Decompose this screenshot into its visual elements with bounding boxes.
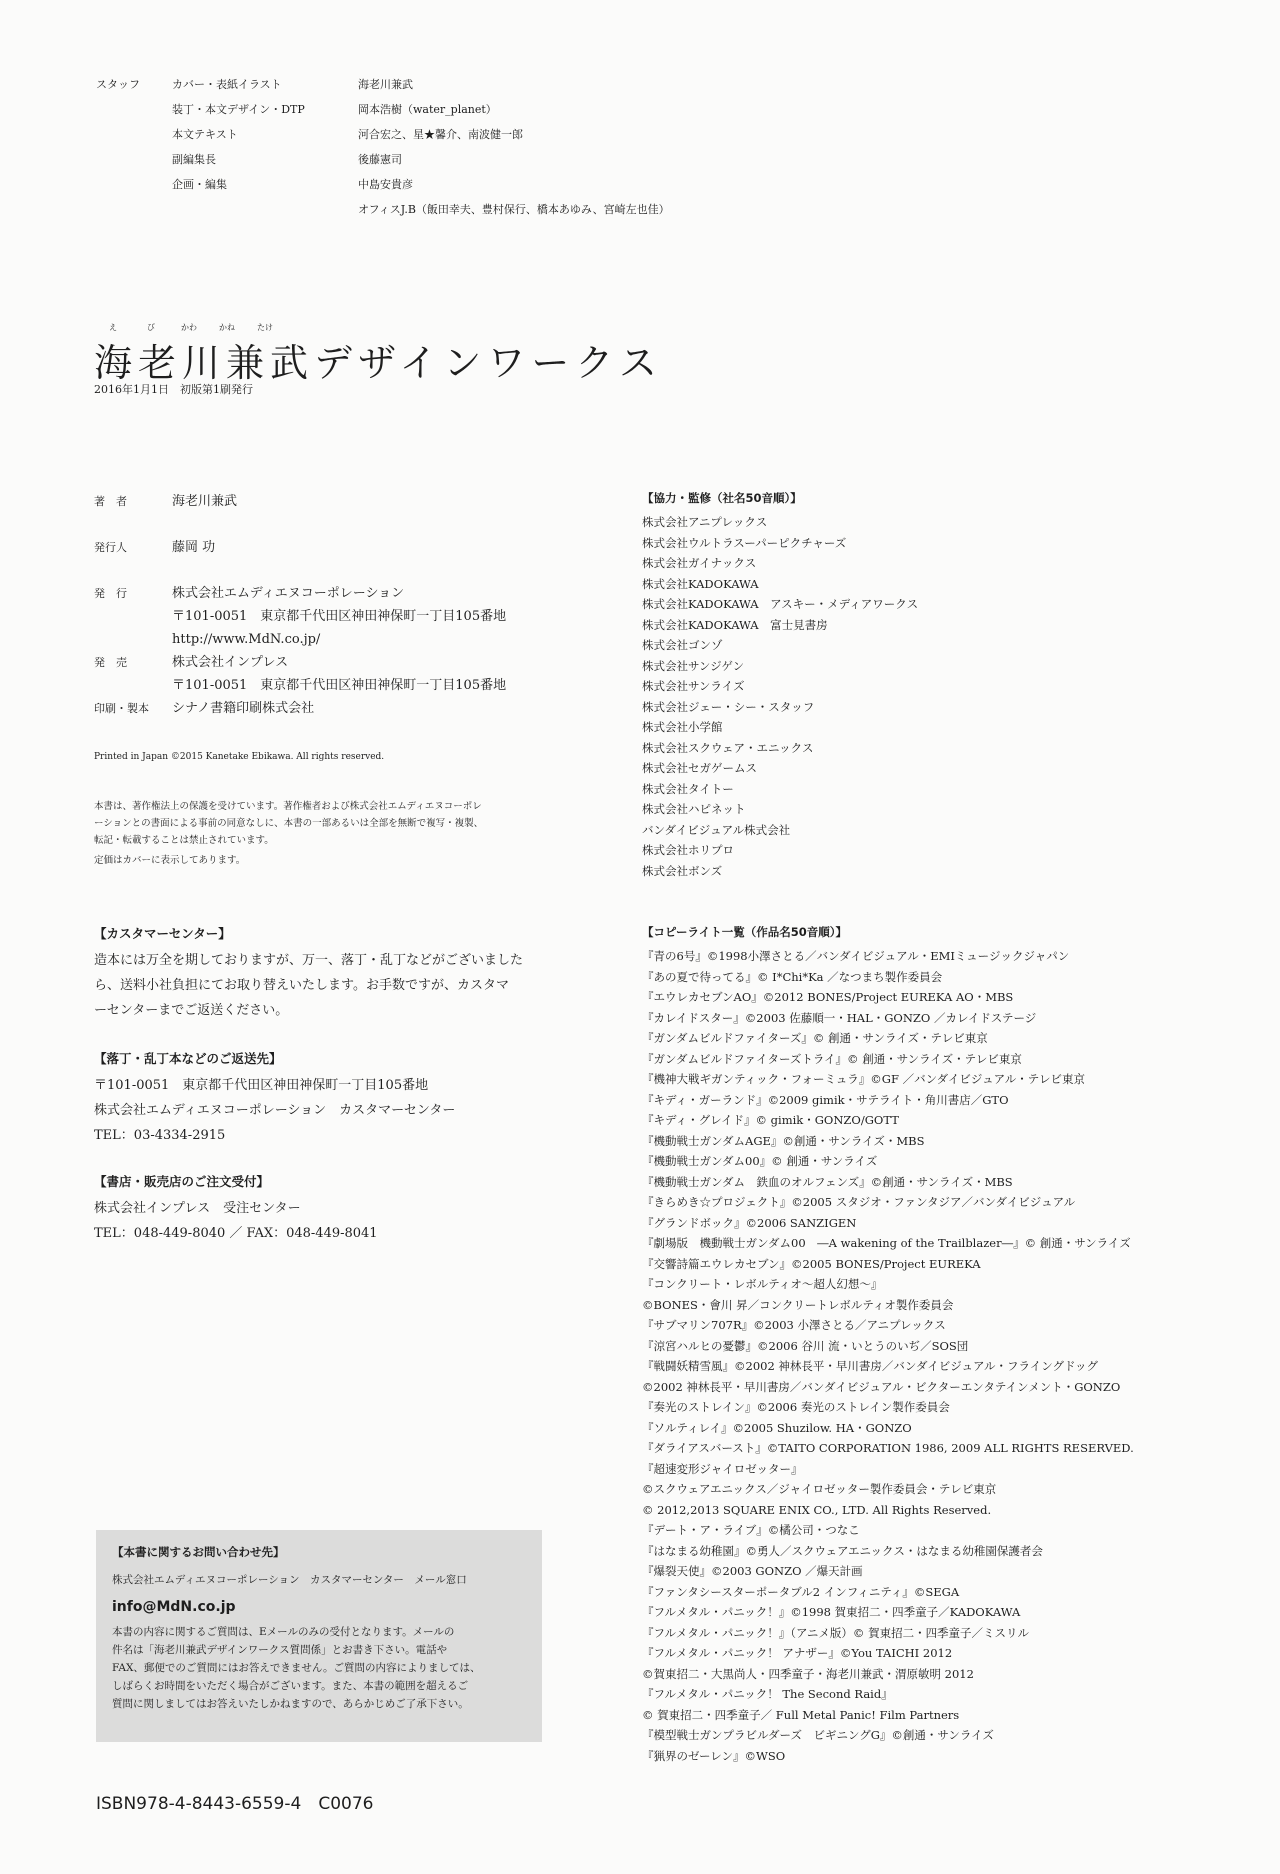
list-item: 株式会社アニプレックス <box>642 515 768 529</box>
list-item: 株式会社タイトー <box>642 781 734 796</box>
publisher-person: 藤岡 功 <box>172 540 216 555</box>
orders-info <box>94 1172 574 1246</box>
inquiry-dept: 株式会社エムディエヌコーポレーション カスタマーセンター メール窓口 <box>112 1574 467 1586</box>
isbn: ISBN978-4-8443-6559-4 C0076 <box>96 1794 374 1814</box>
ruby-text: かね <box>219 323 235 332</box>
printer-label: 印刷・製本 <box>94 702 149 715</box>
notice-line: ーションとの書面による事前の同意なしに、本書の一部あるいは全部を無断で複写・複製、 <box>94 818 484 829</box>
inquiry-line: FAX、郵便でのご質問にはお答えできません。ご質問の内容によりましては、 <box>112 1662 481 1674</box>
customer-center-line: ら、送料小社負担にてお取り替えいたします。お手数ですが、カスタマ <box>94 978 509 993</box>
list-item: 『コンクリート・レボルティオ～超人幻想～』 <box>642 1277 883 1291</box>
ruby-text: び <box>147 323 155 332</box>
staff-block <box>96 72 736 222</box>
staff-role <box>172 197 358 222</box>
copyright-list <box>642 946 1262 1766</box>
list-item: 株式会社スクウェア・エニックス <box>642 740 814 755</box>
staff-name: 後藤憲司 <box>358 153 402 166</box>
list-item: 株式会社ハピネット <box>642 802 746 816</box>
cooperation-heading: 【協力・監修（社名50音順）】 <box>642 491 802 505</box>
legal-notice <box>94 798 564 869</box>
returns-phone: TEL：03-4334-2915 <box>94 1128 226 1143</box>
list-item: 株式会社KADOKAWA アスキー・メディアワークス <box>642 597 919 611</box>
list-item: 『涼宮ハルヒの憂鬱』©2006 谷川 流・いとうのいぢ／SOS団 <box>642 1338 969 1353</box>
seller-label: 発 売 <box>94 656 127 669</box>
ruby-text: え <box>109 323 117 332</box>
list-item: 『機動戦士ガンダムAGE』©創通・サンライズ・MBS <box>642 1133 925 1148</box>
seller-name: 株式会社インプレス <box>172 655 289 670</box>
inquiry-line: 質問に関しましてはお答えいたしかねますので、あらかじめご了承下さい。 <box>112 1698 469 1710</box>
list-item: バンダイビジュアル株式会社 <box>642 822 791 837</box>
list-item: 『奏光のストレイン』©2006 奏光のストレイン製作委員会 <box>642 1400 950 1414</box>
list-item: 株式会社ゴンゾ <box>642 638 723 652</box>
staff-row <box>96 197 736 222</box>
copyright-line: Printed in Japan ©2015 Kanetake Ebikawa. All rights reserved. <box>94 752 385 762</box>
staff-role: カバー・表紙イラスト <box>172 78 282 91</box>
notice-line: 本書は、著作権法上の保護を受けています。著作権者および株式会社エムディエヌコーポレ <box>94 801 482 812</box>
list-item: 『模型戦士ガンプラビルダーズ ビギニングG』©創通・サンライズ <box>642 1728 994 1742</box>
staff-name: 海老川兼武 <box>358 78 413 91</box>
printer-name: シナノ書籍印刷株式会社 <box>172 701 315 716</box>
list-item: ©賀東招二・大黒尚人・四季童子・海老川兼武・渭原敏明 2012 <box>642 1666 974 1681</box>
staff-role: 本文テキスト <box>172 128 238 141</box>
cooperation-section <box>642 490 1242 881</box>
list-item: 『超速変形ジャイロゼッター』 <box>642 1461 803 1476</box>
notice-line: 転記・転載することは禁止されています。 <box>94 835 274 846</box>
staff-row <box>96 147 736 172</box>
author-row <box>94 490 634 513</box>
publisher-url[interactable]: http://www.MdN.co.jp/ <box>172 632 321 647</box>
seller-address: 〒101-0051 東京都千代田区神田神保町一丁目105番地 <box>172 678 507 693</box>
publisher-label: 発 行 <box>94 587 127 600</box>
orders-heading: 【書店・販売店のご注文受付】 <box>94 1174 270 1189</box>
list-item: 『機神大戦ギガンティック・フォーミュラ』©GF ／バンダイビジュアル・テレビ東京 <box>642 1072 1085 1086</box>
staff-name: 岡本浩樹（water_planet） <box>358 103 497 116</box>
list-item: ©2002 神林長平・早川書房／バンダイビジュアル・ビクターエンタテインメント・GONZO <box>642 1379 1121 1394</box>
list-item: 『ファンタシースターポータブル2 インフィニティ』©SEGA <box>642 1584 960 1599</box>
orders-phone: TEL：048-449-8040 ／ FAX：048-449-8041 <box>94 1226 378 1241</box>
customer-center-line: ーセンターまでご返送ください。 <box>94 1003 289 1018</box>
staff-name: 中島安貴彦 <box>358 178 413 191</box>
list-item: 『はなまる幼稚園』©勇人／スクウェアエニックス・はなまる幼稚園保護者会 <box>642 1543 1043 1558</box>
inquiry-line: しばらくお時間をいただく場合がございます。また、本書の範囲を超えるご <box>112 1680 469 1692</box>
list-item: © 2012,2013 SQUARE ENIX CO., LTD. All Rights Reserved. <box>642 1502 992 1517</box>
list-item: 『機動戦士ガンダム 鉄血のオルフェンズ』©創通・サンライズ・MBS <box>642 1174 1013 1189</box>
returns-address <box>94 1049 574 1148</box>
list-item: 『ガンダムビルドファイターズトライ』© 創通・サンライズ・テレビ東京 <box>642 1051 1022 1066</box>
list-item: 『ガンダムビルドファイターズ』© 創通・サンライズ・テレビ東京 <box>642 1031 988 1045</box>
inquiry-text <box>112 1623 542 1713</box>
price-note: 定価はカバーに表示してあります。 <box>94 855 246 866</box>
returns-heading: 【落丁・乱丁本などのご返送先】 <box>94 1051 282 1066</box>
list-item: 『フルメタル・パニック！ アナザー』©You TAICHI 2012 <box>642 1646 953 1660</box>
author-name: 海老川兼武 <box>172 494 238 509</box>
inquiry-line: 件名は「海老川兼武デザインワークス質問係」とお書き下さい。電話や <box>112 1644 448 1656</box>
list-item: 『劇場版 機動戦士ガンダム00 ―A wakening of the Trailblazer―』© 創通・サンライズ <box>642 1236 1131 1250</box>
inquiry-email[interactable]: info@MdN.co.jp <box>112 1599 236 1615</box>
list-item: 株式会社ジェー・シー・スタッフ <box>642 699 815 714</box>
publisher-row <box>94 582 634 651</box>
list-item: ©スクウェアエニックス／ジャイロゼッター製作委員会・テレビ東京 <box>642 1482 997 1496</box>
list-item: 『きらめき☆プロジェクト』©2005 スタジオ・ファンタジア／バンダイビジュアル <box>642 1195 1076 1209</box>
staff-row <box>96 97 736 122</box>
staff-role: 企画・編集 <box>172 178 227 191</box>
orders-line: 株式会社インプレス 受注センター <box>94 1201 301 1216</box>
staff-row <box>96 122 736 147</box>
inquiry-box <box>96 1530 542 1742</box>
customer-center <box>94 924 574 1023</box>
list-item: 『サブマリン707R』©2003 小澤さとる／アニプレックス <box>642 1318 946 1332</box>
list-item: 株式会社ウルトラスーパーピクチャーズ <box>642 535 847 550</box>
list-item: © 賀東招二・四季童子／ Full Metal Panic! Film Partners <box>642 1707 960 1722</box>
customer-center-heading: 【カスタマーセンター】 <box>94 926 231 941</box>
list-item: 株式会社サンジゲン <box>642 658 745 673</box>
inquiry-line: 本書の内容に関するご質問は、Eメールのみの受付となります。メールの <box>112 1626 455 1638</box>
list-item: 『カレイドスター』©2003 佐藤順一・HAL・GONZO ／カレイドステージ <box>642 1010 1037 1025</box>
ruby-text: たけ <box>257 323 273 332</box>
staff-role: 副編集長 <box>172 153 216 166</box>
list-item: 『交響詩篇エウレカセブン』©2005 BONES/Project EUREKA <box>642 1256 981 1271</box>
list-item: 『青の6号』©1998小澤さとる／バンダイビジュアル・EMIミュージックジャパン <box>642 949 1070 963</box>
cooperation-list <box>642 512 1242 881</box>
publisher-person-label: 発行人 <box>94 541 127 554</box>
list-item: 株式会社ガイナックス <box>642 556 757 570</box>
list-item: 株式会社KADOKAWA 富士見書房 <box>642 617 828 632</box>
book-title: 海老川兼武デザインワークス <box>94 341 663 385</box>
ruby-text: かわ <box>181 323 197 332</box>
list-item: 『フルメタル・パニック！ The Second Raid』 <box>642 1687 893 1701</box>
list-item: 『キディ・グレイド』© gimik・GONZO/GOTT <box>642 1113 899 1127</box>
copyright-heading: 【コピーライト一覧（作品名50音順）】 <box>642 925 847 939</box>
staff-role: 装丁・本文デザイン・DTP <box>172 103 305 116</box>
staff-row <box>96 172 736 197</box>
printer-row <box>94 697 634 720</box>
list-item: 株式会社セガゲームス <box>642 761 757 775</box>
list-item: 株式会社サンライズ <box>642 679 745 693</box>
list-item: 『フルメタル・パニック！』©1998 賀東招二・四季童子／KADOKAWA <box>642 1605 1021 1619</box>
staff-name: オフィスJ.B（飯田幸夫、豊村保行、橋本あゆみ、宮崎左也佳） <box>358 203 670 216</box>
list-item: 『ダライアスバースト』©TAITO CORPORATION 1986, 2009 ALL RIGHTS RESERVED. <box>642 1441 1134 1455</box>
author-label: 著 者 <box>94 495 127 508</box>
returns-line: 〒101-0051 東京都千代田区神田神保町一丁目105番地 <box>94 1078 429 1093</box>
list-item: 『エウレカセブンAO』©2012 BONES/Project EUREKA AO・MBS <box>642 990 1014 1004</box>
list-item: ©BONES・會川 昇／コンクリートレボルティオ製作委員会 <box>642 1297 954 1312</box>
staff-name: 河合宏之、星★馨介、南波健一郎 <box>358 128 523 141</box>
list-item: 『爆裂天使』©2003 GONZO ／爆天計画 <box>642 1564 863 1578</box>
staff-row <box>96 72 736 97</box>
list-item: 『戦闘妖精雪風』©2002 神林長平・早川書房／バンダイビジュアル・フライングドッグ <box>642 1359 1099 1373</box>
list-item: 『デート・ア・ライブ』©橘公司・つなこ <box>642 1523 860 1537</box>
publication-info <box>94 490 634 720</box>
inquiry-heading: 【本書に関するお問い合わせ先】 <box>112 1545 285 1559</box>
publisher-person-row <box>94 536 634 559</box>
publisher-name: 株式会社エムディエヌコーポレーション <box>172 586 405 601</box>
list-item: 株式会社KADOKAWA <box>642 576 759 591</box>
list-item: 『グランドボック』©2006 SANZIGEN <box>642 1215 857 1230</box>
staff-label: スタッフ <box>96 78 140 91</box>
seller-row <box>94 651 634 697</box>
list-item: 『キディ・ガーランド』©2009 gimik・サテライト・角川書店／GTO <box>642 1092 1009 1107</box>
list-item: 『フルメタル・パニック！』（アニメ版）© 賀東招二・四季童子／ミスリル <box>642 1625 1030 1640</box>
publish-date: 2016年1月1日 初版第1刷発行 <box>94 383 253 396</box>
returns-line: 株式会社エムディエヌコーポレーション カスタマーセンター <box>94 1103 456 1118</box>
list-item: 株式会社ボンズ <box>642 863 723 878</box>
list-item: 『猟界のゼーレン』©WSO <box>642 1748 786 1763</box>
list-item: 『あの夏で待ってる』© I*Chi*Ka ／なつまち製作委員会 <box>642 969 943 984</box>
publisher-address: 〒101-0051 東京都千代田区神田神保町一丁目105番地 <box>172 609 507 624</box>
list-item: 株式会社小学館 <box>642 720 723 734</box>
list-item: 『機動戦士ガンダム00』© 創通・サンライズ <box>642 1154 878 1168</box>
copyright-section <box>642 924 1262 1766</box>
list-item: 株式会社ホリプロ <box>642 843 734 857</box>
list-item: 『ソルティレイ』©2005 Shuzilow. HA・GONZO <box>642 1420 912 1435</box>
customer-center-line: 造本には万全を期しておりますが、万一、落丁・乱丁などがございました <box>94 953 524 968</box>
